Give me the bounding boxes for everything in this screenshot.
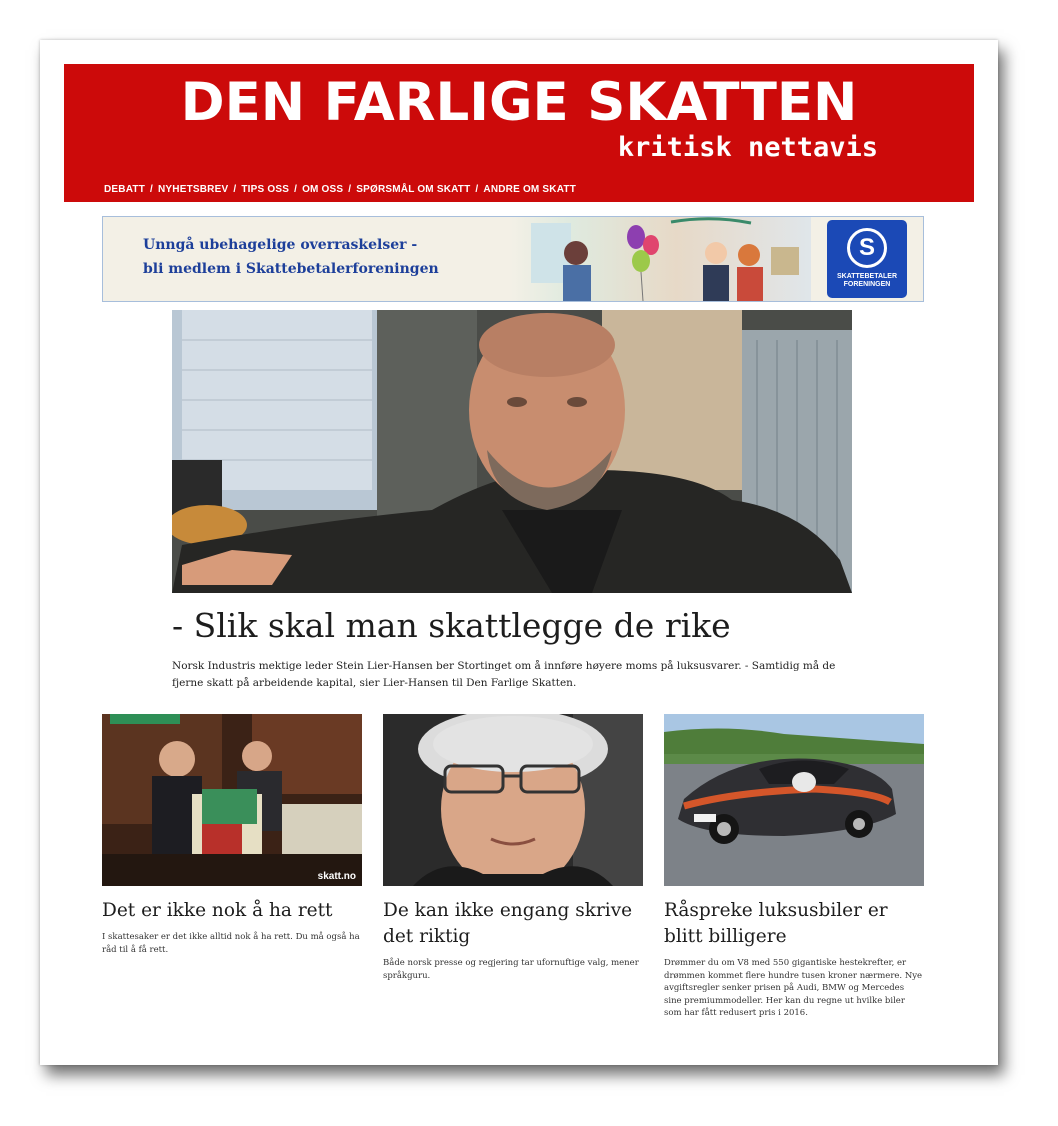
logo-text-line-2: FORENINGEN <box>843 281 891 288</box>
main-nav <box>104 184 576 195</box>
nav-item-andre-om-skatt[interactable]: ANDRE OM SKATT <box>483 184 577 195</box>
nav-item-tips-oss[interactable]: TIPS OSS <box>241 184 290 195</box>
site-title[interactable]: DEN FARLIGE SKATTEN <box>180 72 858 133</box>
nav-item-nyhetsbrev[interactable]: NYHETSBREV <box>158 184 229 195</box>
ad-line-2: bli medlem i Skattebetalerforeningen <box>143 261 439 277</box>
site-subtitle: kritisk nettavis <box>617 132 878 163</box>
article-title[interactable]: De kan ikke engang skrive det riktig <box>383 900 633 947</box>
logo-s-icon: S <box>847 228 887 268</box>
article-title[interactable]: Råspreke luksusbiler er blitt billigere <box>664 900 888 947</box>
nav-item-sporsmal-om-skatt[interactable]: SPØRSMÅL OM SKATT <box>356 184 471 195</box>
nav-separator: / <box>294 184 298 195</box>
nav-separator: / <box>150 184 153 195</box>
hero-lead: Norsk Industris mektige leder Stein Lier-Hansen ber Stortinget om å innføre høyere moms på luksusvarer. - Samtidig må de fjerne skatt på arbeidende kapital, sier Lier-Hansen til Den Farlige Skatten. <box>172 660 836 689</box>
article-summary: I skattesaker er det ikke alltid nok å ha rett. Du må også ha råd til å få rett. <box>102 932 360 955</box>
nav-separator: / <box>475 184 479 195</box>
logo-text <box>827 273 907 289</box>
nav-separator: / <box>233 184 237 195</box>
ad-illustration <box>511 217 811 301</box>
masthead <box>64 64 974 202</box>
article-image[interactable] <box>383 714 643 886</box>
article-card <box>383 714 643 982</box>
hero-image[interactable] <box>172 310 852 593</box>
newspaper-page <box>40 40 998 1065</box>
article-card <box>102 714 362 956</box>
skattebetalerforeningen-logo[interactable] <box>827 220 907 298</box>
ad-line-1: Unngå ubehagelige overraskelser - <box>143 237 418 253</box>
article-image[interactable] <box>664 714 924 886</box>
article-summary: Både norsk presse og regjering tar ufornuftige valg, mener språkguru. <box>383 958 639 981</box>
nav-item-om-oss[interactable]: OM OSS <box>302 184 344 195</box>
banner-ad[interactable] <box>102 216 924 302</box>
image-credit: skatt.no <box>317 871 356 882</box>
article-summary: Drømmer du om V8 med 550 gigantiske hestekrefter, er drømmen kommet flere hundre tusen kroner nærmere. Nye avgiftsregler senker prisen på Audi, BMW og Mercedes sine premiummodeller. Her kan du regne ut hvilke biler som har fått redusert pris i 2016. <box>664 958 923 1018</box>
ad-text <box>143 233 439 281</box>
article-title[interactable]: Det er ikke nok å ha rett <box>102 900 333 921</box>
article-card <box>664 714 924 1020</box>
nav-separator: / <box>348 184 352 195</box>
article-image[interactable] <box>102 714 362 886</box>
hero-headline[interactable]: - Slik skal man skattlegge de rike <box>172 606 731 645</box>
logo-text-line-1: SKATTEBETALER <box>836 273 898 280</box>
nav-item-debatt[interactable]: DEBATT <box>104 184 146 195</box>
